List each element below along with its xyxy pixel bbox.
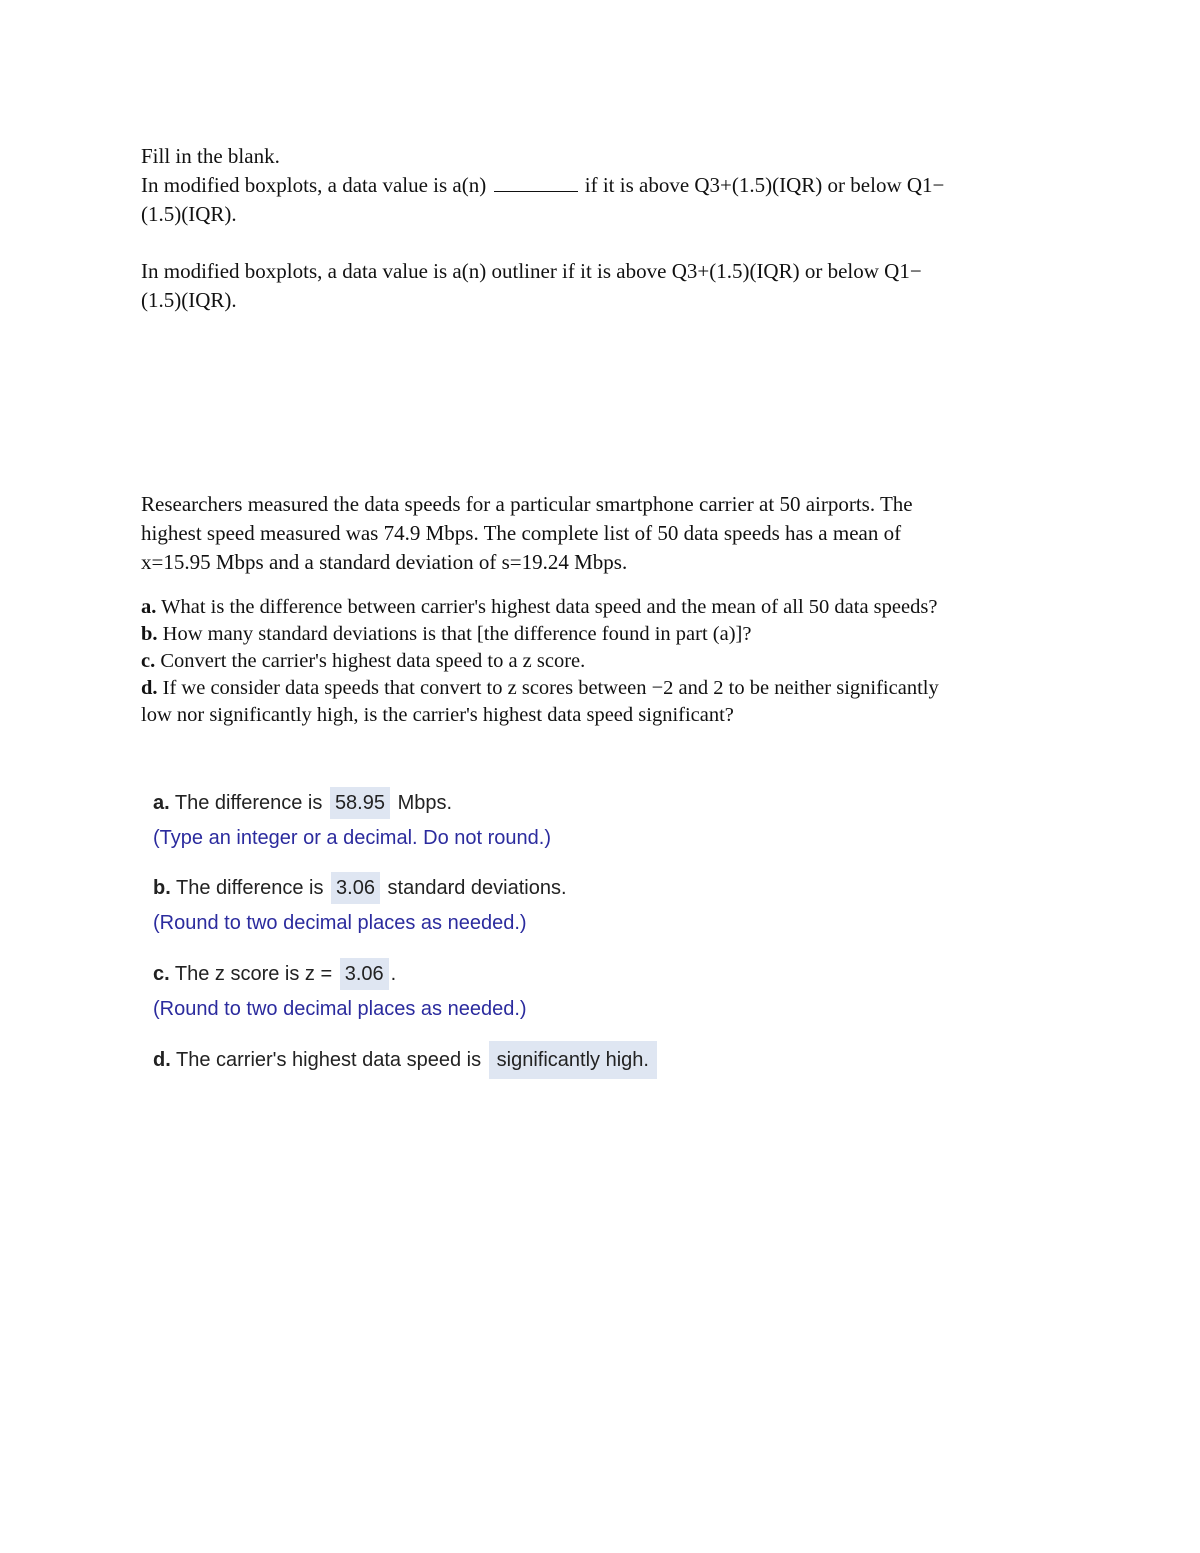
answer-label: b. — [153, 877, 171, 899]
answer-line-2: (1.5)(IQR). — [141, 288, 237, 312]
answer-a-line — [153, 787, 953, 819]
answer-unit: standard deviations. — [387, 877, 567, 899]
blank-line — [494, 177, 578, 192]
question-list — [141, 594, 1071, 729]
fill-in-blank-section — [141, 142, 1071, 229]
answer-d-select[interactable]: significantly high. — [489, 1041, 657, 1079]
question-text: Convert the carrier's highest data speed to a z score. — [155, 650, 586, 672]
question-c — [141, 648, 1071, 675]
answer-text: The difference is — [170, 877, 324, 899]
question-text: How many standard deviations is that [the difference found in part (a)]? — [157, 623, 752, 645]
question-label: a. — [141, 596, 157, 618]
answer-a — [153, 787, 953, 851]
answer-label: d. — [153, 1049, 171, 1071]
question-text: What is the difference between carrier's highest data speed and the mean of all 50 data speeds? — [156, 596, 938, 618]
prompt-line-1: Researchers measured the data speeds for a particular smartphone carrier at 50 airports. The — [141, 492, 913, 516]
answer-b-value-box[interactable]: 3.06 — [331, 872, 380, 904]
question-d — [141, 675, 1071, 702]
answer-text: The z score is z = — [169, 963, 333, 985]
answer-period: . — [390, 963, 397, 985]
question-after-blank: if it is above Q3+(1.5)(IQR) or below Q1− — [584, 173, 945, 197]
answer-b — [153, 872, 953, 936]
fill-in-answer — [141, 257, 1071, 315]
question-d-continued: low nor significantly high, is the carrier's highest data speed significant? — [141, 704, 734, 726]
answer-line-1: In modified boxplots, a data value is a(n) outliner if it is above Q3+(1.5)(IQR) or below Q1− — [141, 259, 922, 283]
prompt-line-3: x=15.95 Mbps and a standard deviation of s=19.24 Mbps. — [141, 550, 628, 574]
answer-text: The carrier's highest data speed is — [170, 1049, 482, 1071]
answer-text: The difference is — [169, 792, 323, 814]
answer-label: c. — [153, 963, 170, 985]
problem-prompt — [141, 490, 1071, 577]
question-before-blank: In modified boxplots, a data value is a(n) — [141, 173, 487, 197]
question-b — [141, 621, 1071, 648]
question-label: c. — [141, 650, 156, 672]
answer-b-line — [153, 872, 953, 904]
blank-question — [141, 171, 1071, 200]
question-text: If we consider data speeds that convert to z scores between −2 and 2 to be neither significantly — [157, 677, 939, 699]
instruction: Fill in the blank. — [141, 144, 280, 168]
answer-c — [153, 958, 953, 1022]
question-label: d. — [141, 677, 158, 699]
prompt-line-2: highest speed measured was 74.9 Mbps. The complete list of 50 data speeds has a mean of — [141, 521, 902, 545]
answer-d — [153, 1041, 953, 1079]
question-a — [141, 594, 1071, 621]
answer-unit: Mbps. — [397, 792, 453, 814]
answer-c-hint: (Round to two decimal places as needed.) — [153, 998, 527, 1020]
question-label: b. — [141, 623, 158, 645]
answer-label: a. — [153, 792, 170, 814]
answer-d-line — [153, 1041, 953, 1079]
answer-a-value-box[interactable]: 58.95 — [330, 787, 390, 819]
answer-c-value-box[interactable]: 3.06 — [340, 958, 389, 990]
answer-c-line — [153, 958, 953, 990]
answer-a-hint: (Type an integer or a decimal. Do not round.) — [153, 827, 551, 849]
question-end: (1.5)(IQR). — [141, 202, 237, 226]
answer-b-hint: (Round to two decimal places as needed.) — [153, 912, 527, 934]
